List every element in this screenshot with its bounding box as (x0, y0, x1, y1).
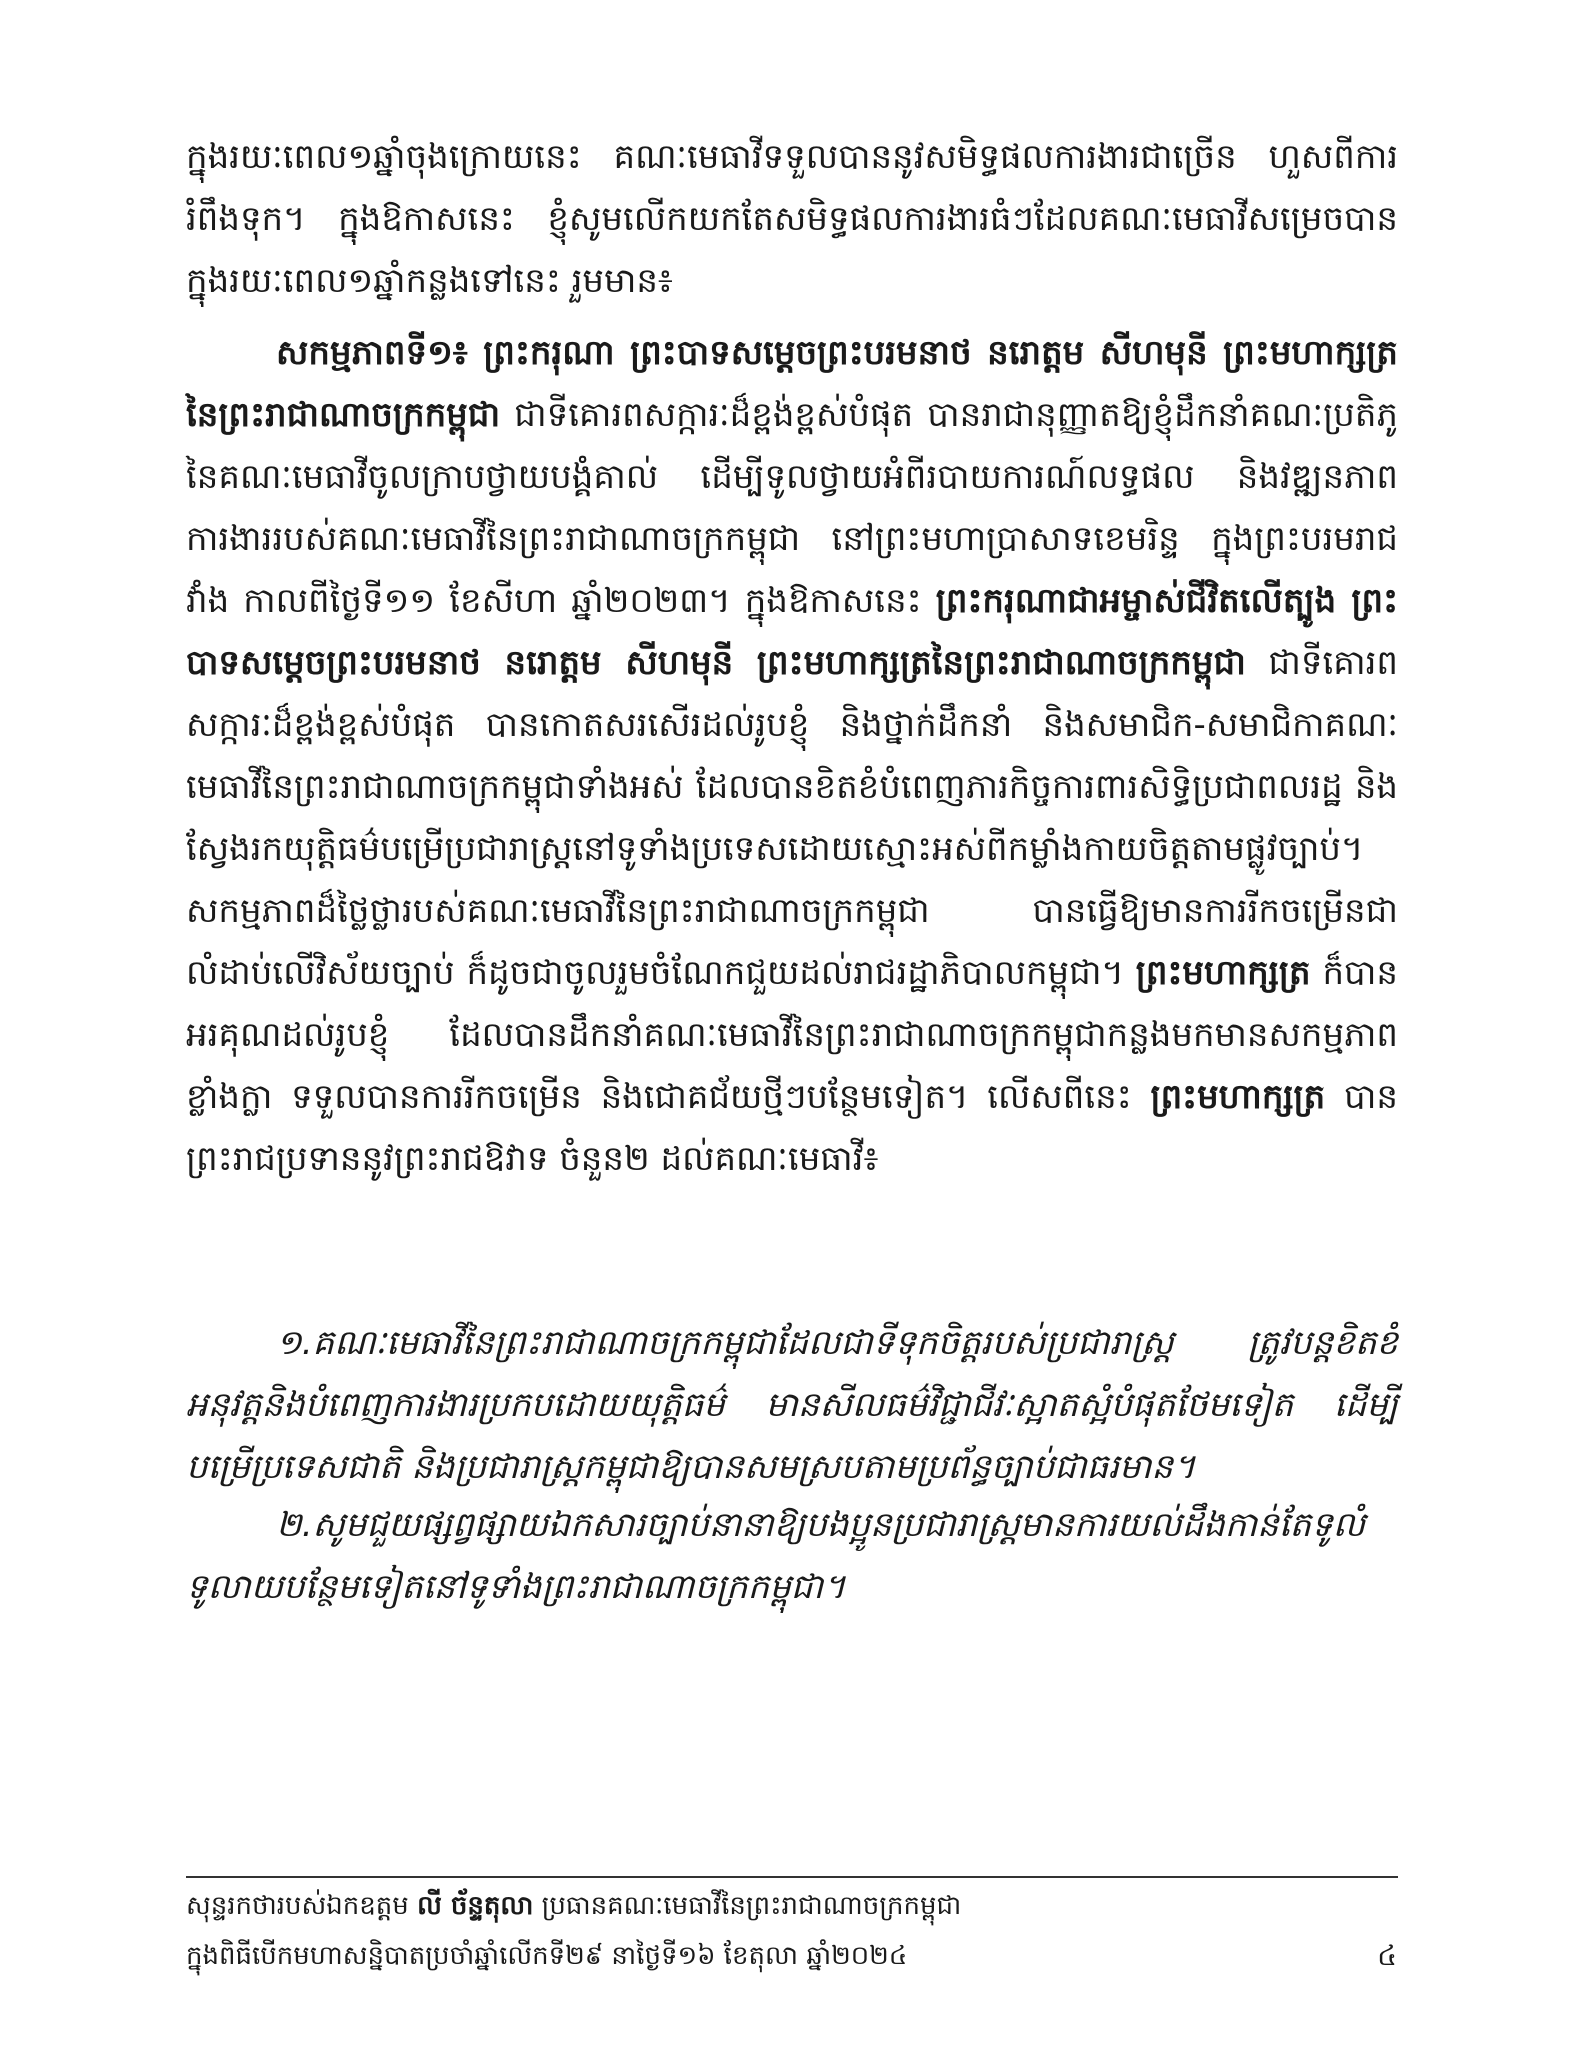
footer-prefix: សុន្ទរកថារបស់ឯកឧត្តម (186, 1891, 418, 1921)
footer-event-line: ក្នុងពិធីបើកមហាសន្និបាតប្រចាំឆ្នាំលើកទី២៩ នាថ្ងៃទី១៦ ខែតុលា ឆ្នាំ២០២៤ (186, 1941, 908, 1971)
activity-1-text-a: ជាទីគោរពសក្ការៈដ៏ខ្ពង់ខ្ពស់បំផុត បានរាជានុញ្ញាតឱ្យខ្ញុំដឹកនាំគណៈប្រតិភូនៃគណៈមេធាវីចូលក្រាបថ្វាយបង្គំគាល់ ដើម្បីទូលថ្វាយអំពីរបាយការណ៍លទ្ធផល និងវឌ្ឍនភាពការងាររបស់គណៈមេធាវីនៃព្រះរាជាណាចក្រកម្ពុជា នៅព្រះមហាប្រាសាទខេមរិន្ទ ក្នុងព្រះបរមរាជវាំង កាលពីថ្ងៃទី១១ ខែសីហា ឆ្នាំ២០២៣។ ក្នុងឱកាសនេះ (186, 395, 1398, 621)
royal-advice-2: ២.សូមជួយផ្សព្វផ្សាយឯកសារច្បាប់នានាឱ្យបងប្អូនប្រជារាស្ត្រមានការយល់ដឹងកាន់តែទូលំទូលាយបន្ថែមទៀតនៅទូទាំងព្រះរាជាណាចក្រកម្ពុជា។ (186, 1505, 1366, 1607)
king-emphasis-1: ព្រះមហាក្សត្រ (1135, 953, 1311, 993)
activity-1-heading: សកម្មភាពទី១៖ ព្រះករុណា ព្រះបាទសម្តេចព្រះបរមនាថ នរោត្តម សីហមុនី ព្រះមហាក្សត្រនៃព្រះរាជាណាចក្រកម្ពុជា (186, 333, 1398, 435)
footer-speech-title (186, 1886, 1286, 1926)
footer-speaker-name: លី ច័ន្ទតុលា (417, 1891, 534, 1921)
page-number: ៤ (1377, 1939, 1397, 1972)
activity-1-text-d: បានព្រះរាជប្រទាននូវព្រះរាជឱវាទ ចំនួន២ ដល់គណៈមេធាវី៖ (186, 1077, 1399, 1179)
footer-divider (186, 1876, 1398, 1878)
activity-1-text-b: ជាទីគោរពសក្ការៈដ៏ខ្ពង់ខ្ពស់បំផុត បានកោតសរសើរដល់រូបខ្ញុំ និងថ្នាក់ដឹកនាំ និងសមាជិក-សមាជិកាគណៈមេធាវីនៃព្រះរាជាណាចក្រកម្ពុជាទាំងអស់ ដែលបានខិតខំបំពេញភារកិច្ចការពារសិទ្ធិប្រជាពលរដ្ឋ និងស្វែងរកយុត្តិធម៌បម្រើប្រជារាស្ត្រនៅទូទាំងប្រទេសដោយស្មោះអស់ពីកម្លាំងកាយចិត្តតាមផ្លូវច្បាប់។ សកម្មភាពដ៏ថ្លៃថ្លារបស់គណៈមេធាវីនៃព្រះរាជាណាចក្រកម្ពុជា បានធ្វើឱ្យមានការរីកចម្រើនជាលំដាប់លើវិស័យច្បាប់ ក៏ដូចជាចូលរួមចំណែកជួយដល់រាជរដ្ឋាភិបាលកម្ពុជា។ (186, 643, 1398, 993)
royal-advice-1: ១.គណៈមេធាវីនៃព្រះរាជាណាចក្រកម្ពុជាដែលជាទីទុកចិត្តរបស់ប្រជារាស្ត្រ ត្រូវបន្តខិតខំអនុវត្តនិងបំពេញការងារប្រកបដោយយុត្តិធម៌ មានសីលធម៌វិជ្ជាជីវៈស្អាតស្អំបំផុតថែមទៀត ដើម្បីបម្រើប្រទេសជាតិ និងប្រជារាស្ត្រកម្ពុជាឱ្យបានសមស្របតាមប្រព័ន្ធច្បាប់ជាធរមាន។ (186, 1323, 1398, 1487)
activity-1-text-c: ក៏បានអរគុណដល់រូបខ្ញុំ ដែលបានដឹកនាំគណៈមេធាវីនៃព្រះរាជាណាចក្រកម្ពុជាកន្លងមកមានសកម្មភាពខ្លាំងក្លា ទទួលបានការរីកចម្រើន និងជោគជ័យថ្មីៗបន្ថែមទៀត។ លើសពីនេះ (186, 953, 1398, 1117)
footer-suffix: ប្រធានគណៈមេធាវីនៃព្រះរាជាណាចក្រកម្ពុជា (533, 1891, 962, 1921)
intro-paragraph: ក្នុងរយៈពេល១ឆ្នាំចុងក្រោយនេះ គណៈមេធាវីទទួលបាននូវសមិទ្ធផលការងារជាច្រើន ហួសពីការរំពឹងទុក។ ក្នុងឱកាសនេះ ខ្ញុំសូមលើកយកតែសមិទ្ធផលការងារធំៗដែលគណៈមេធាវីសម្រេចបានក្នុងរយៈពេល១ឆ្នាំកន្លងទៅនេះ រួមមាន៖ (186, 137, 1398, 301)
activity-1-paragraph (186, 322, 1398, 1190)
king-emphasis-2: ព្រះមហាក្សត្រ (1150, 1077, 1326, 1117)
king-title-emphasis: ព្រះករុណាជាអម្ចាស់ជីវិតលើត្បូង ព្រះបាទសម្តេចព្រះបរមនាថ នរោត្តម សីហមុនី ព្រះមហាក្សត្រនៃព្រះរាជាណាចក្រកម្ពុជា (186, 581, 1399, 683)
